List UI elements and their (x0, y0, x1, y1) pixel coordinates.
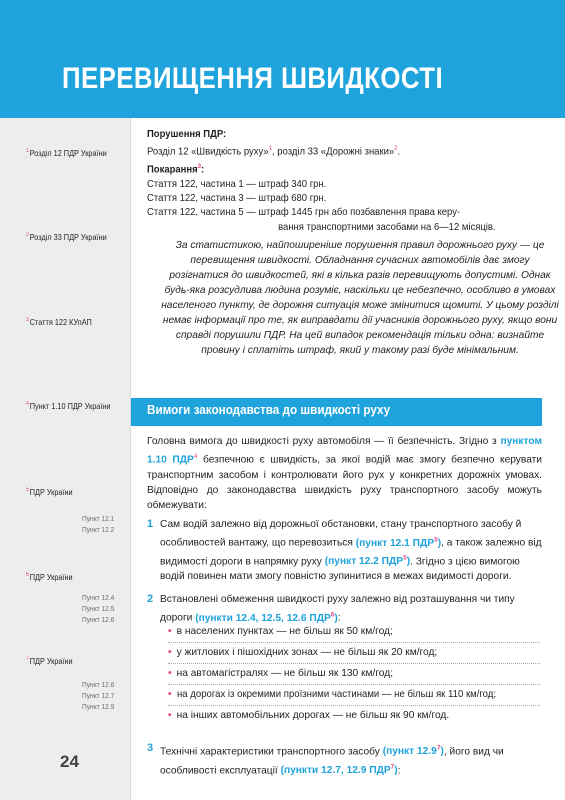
fine-line: Стаття 122, частина 3 — штраф 680 грн. (147, 192, 327, 204)
speed-limit-item: • на інших автомобільних дорогах — не більш як 90 км/год. (168, 710, 450, 721)
fine-continuation: вання транспортними засобами на 6—12 місяців. (278, 221, 496, 233)
statistics-quote: За статистикою, найпоширеніше порушення правил дорожнього руху — це перевищення швидкості. Обладнання сучасних автомобілів дає змогу розігнатися до швидкостей, які в кілька разів перевищують допустимі. Однак будь-яка розсудлива людина розуміє, наскільки це небезпечно, особливо в умовах населеного пункту, де дорожня ситуація може змінитися щомиті. У цьому розділі немає інформації про те, як виправдати дії учасників дорожнього руху, якщо вони справді порушили ПДР. На цей випадок рекомендація тільки одна: визнайте провину і сплатіть штраф, який у такому разі буде мінімальним. (161, 240, 559, 356)
speed-limit-item: • в населених пунктах — не більш як 50 км/год; (168, 626, 393, 637)
sidebar-note-7: $^7$ПДР України (26, 656, 73, 666)
fine-line: Стаття 122, частина 5 — штраф 1445 грн або позбавлення права керу- (147, 207, 461, 219)
sidebar-subnote: Пункт 12.2 (82, 525, 115, 534)
list-item: Технічні характеристики транспортного засобу (пункт 12.9$^7$), його вид чи особливості експлуатації (пункти 12.7, 12.9 ПДР$^7$): (160, 745, 504, 776)
bullet-icon: • (168, 647, 172, 658)
violation-sections: Розділ 12 «Швидкість руху»$^1$, розділ 33 «Дорожні знаки»$^2$. (147, 145, 401, 158)
bullet-divider (168, 642, 540, 643)
violation-heading: Порушення ПДР: (147, 129, 227, 140)
sidebar-note-5: $^5$ПДР України (26, 487, 73, 497)
speed-limit-item: • у житлових і пішохідних зонах — не більш як 20 км/год; (168, 647, 438, 658)
bullet-icon: • (168, 710, 172, 721)
bullet-divider (168, 684, 540, 685)
sidebar-subnote: Пункт 12.6 (82, 680, 115, 689)
bullet-icon: • (168, 626, 172, 637)
page-number: 24 (60, 752, 79, 771)
header-band (0, 0, 565, 118)
fine-line: Стаття 122, частина 1 — штраф 340 грн. (147, 178, 327, 190)
sidebar-subnote: Пункт 12.9 (82, 702, 115, 711)
sidebar-subnote: Пункт 12.7 (82, 691, 115, 700)
page-title: ПЕРЕВИЩЕННЯ ШВИДКОСТІ (62, 62, 444, 95)
sidebar-subnote: Пункт 12.4 (82, 593, 115, 602)
law-reference-link[interactable]: (пункти 12.7, 12.9 ПДР$^7$) (280, 763, 398, 776)
sidebar-subnote: Пункт 12.1 (82, 514, 115, 523)
list-item: Сам водій залежно від дорожньої обстановки, стану транспортного засобу й особливостей вантажу, що перевозиться (пункт 12.1 ПДР$^5$), а також залежно від видимості дороги в напрямку руху (пункт 12.2 ПДР$^5$). Згідно з цією вимогою водій повинен мати змогу повністю зупинитися в межах видимості дороги. (160, 519, 542, 583)
speed-limit-item: • на автомагістралях — не більш як 130 км/год; (168, 668, 394, 679)
law-reference-link[interactable]: (пункти 12.4, 12.5, 12.6 ПДР$^6$) (195, 611, 338, 624)
bullet-divider (168, 663, 540, 664)
bullet-icon: • (168, 689, 172, 700)
list-number: 2 (147, 593, 154, 605)
sidebar-note-2: $^2$Розділ 33 ПДР України (26, 232, 107, 242)
list-number: 3 (147, 742, 154, 754)
law-reference-link[interactable]: пунктом 1.10 ПДР (147, 436, 542, 466)
list-number: 1 (147, 518, 154, 530)
intro-paragraph: Головна вимога до швидкості руху автомобіля — її безпечність. Згідно з пунктом 1.10 ПДР$^4$ безпечною є швидкість, за якої водій має змогу безпечно керувати транспортним засобом і контролювати його рух у конкретних дорожніх умовах. Відповідно до законодавства швидкість руху транспортного засобу можуть обмежувати: (147, 436, 542, 512)
sidebar-note-6: $^6$ПДР України (26, 572, 73, 582)
speed-limit-item: • на дорогах із окремими проїзними частинами — не більш як 110 км/год; (168, 689, 496, 700)
law-reference-link[interactable]: (пункт 12.1 ПДР$^5$) (355, 536, 442, 549)
sidebar-subnote: Пункт 12.6 (82, 615, 115, 624)
violation-block (147, 128, 547, 235)
section-title: Вимоги законодавства до швидкості руху (147, 402, 391, 417)
law-reference-link[interactable]: (пункт 12.9$^7$) (382, 745, 444, 758)
list-item: Встановлені обмеження швидкості руху залежно від розташування чи типу дороги (пункти 12.4, 12.5, 12.6 ПДР$^6$): (160, 594, 515, 624)
sidebar-subnote: Пункт 12.5 (82, 604, 115, 613)
punishment-heading: Покарання$^3$: (147, 162, 205, 176)
bullet-divider (168, 705, 540, 706)
sidebar-note-1: $^1$Розділ 12 ПДР України (26, 148, 107, 158)
bullet-icon: • (168, 668, 172, 679)
sidebar-divider (130, 118, 131, 800)
sidebar-note-3: $^3$Стаття 122 КУпАП (26, 317, 92, 327)
sidebar-note-4: $^4$Пункт 1.10 ПДР України (26, 401, 111, 411)
law-reference-link[interactable]: (пункт 12.2 ПДР$^5$) (324, 554, 411, 568)
